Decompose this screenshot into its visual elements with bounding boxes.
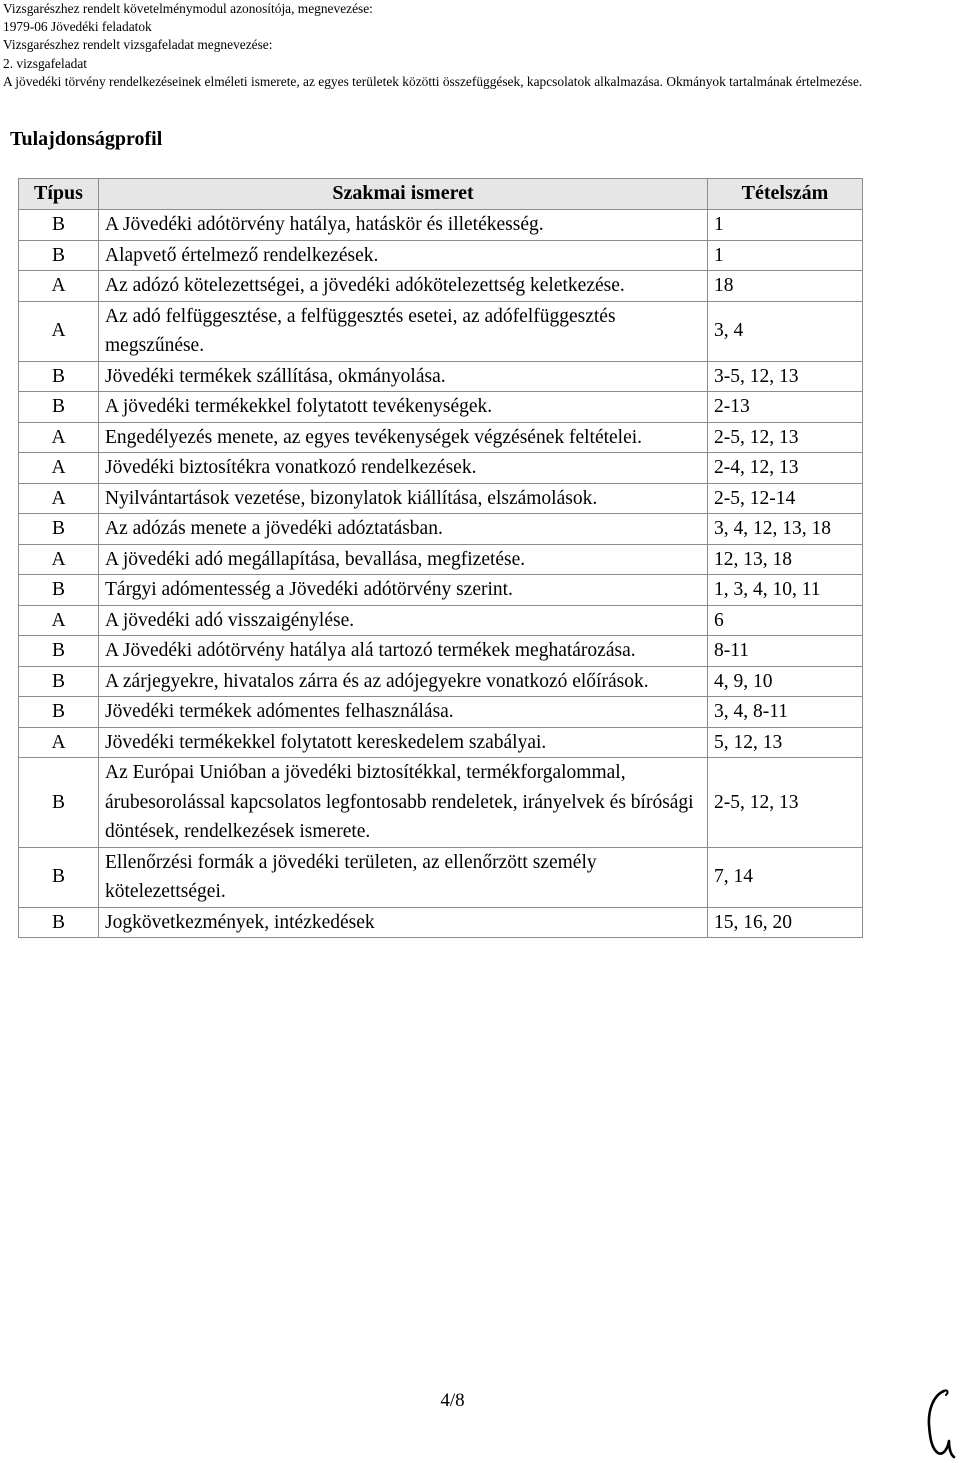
- row-knowledge-cell: Nyilvántartások vezetése, bizonylatok kiállítása, elszámolások.: [99, 483, 708, 514]
- table-row: [19, 422, 863, 453]
- table-row: [19, 666, 863, 697]
- row-item-number-cell: 12, 13, 18: [708, 544, 863, 575]
- table-row: [19, 453, 863, 484]
- property-profile-table: [18, 178, 863, 938]
- row-knowledge-cell: Tárgyi adómentesség a Jövedéki adótörvény szerint.: [99, 575, 708, 606]
- row-type-cell: A: [19, 727, 99, 758]
- row-type-cell: A: [19, 605, 99, 636]
- table-row: [19, 758, 863, 848]
- row-knowledge-cell: A jövedéki adó visszaigénylése.: [99, 605, 708, 636]
- row-knowledge-cell: A zárjegyekre, hivatalos zárra és az adójegyekre vonatkozó előírások.: [99, 666, 708, 697]
- row-item-number-cell: 8-11: [708, 636, 863, 667]
- row-item-number-cell: 1: [708, 210, 863, 241]
- row-type-cell: B: [19, 697, 99, 728]
- table-row: [19, 210, 863, 241]
- row-type-cell: B: [19, 758, 99, 848]
- row-knowledge-cell: Az Európai Unióban a jövedéki biztosítékkal, termékforgalommal, árubesorolással kapcsolatos legfontosabb rendeletek, irányelvek és bírósági döntések, rendelkezések ismerete.: [99, 758, 708, 848]
- row-item-number-cell: 2-5, 12, 13: [708, 758, 863, 848]
- header-task-description: A jövedéki törvény rendelkezéseinek elméleti ismerete, az egyes területek közötti összefüggések, kapcsolatok alkalmazása. Okmányok tartalmának értelmezése.: [3, 73, 863, 89]
- page-number: 4/8: [440, 1390, 465, 1411]
- row-knowledge-cell: Az adó felfüggesztése, a felfüggesztés esetei, az adófelfüggesztés megszűnése.: [99, 301, 708, 361]
- row-item-number-cell: 3, 4: [708, 301, 863, 361]
- header-module-name: 1979-06 Jövedéki feladatok: [3, 19, 152, 35]
- row-knowledge-cell: A Jövedéki adótörvény hatálya alá tartozó termékek meghatározása.: [99, 636, 708, 667]
- row-knowledge-cell: Az adózó kötelezettségei, a jövedéki adókötelezettség keletkezése.: [99, 271, 708, 302]
- row-type-cell: B: [19, 575, 99, 606]
- row-item-number-cell: 2-4, 12, 13: [708, 453, 863, 484]
- table-row: [19, 636, 863, 667]
- table-row: [19, 240, 863, 271]
- section-title: Tulajdonságprofil: [10, 128, 163, 150]
- row-type-cell: A: [19, 271, 99, 302]
- row-type-cell: A: [19, 483, 99, 514]
- table-row: [19, 392, 863, 423]
- row-item-number-cell: 1: [708, 240, 863, 271]
- row-knowledge-cell: Jogkövetkezmények, intézkedések: [99, 907, 708, 938]
- row-item-number-cell: 3, 4, 12, 13, 18: [708, 514, 863, 545]
- header-module-label: Vizsgarészhez rendelt követelménymodul azonosítója, megnevezése:: [3, 1, 373, 16]
- row-item-number-cell: 5, 12, 13: [708, 727, 863, 758]
- handwritten-signature-icon: [922, 1385, 956, 1460]
- row-type-cell: B: [19, 847, 99, 907]
- table-row: [19, 847, 863, 907]
- row-knowledge-cell: Az adózás menete a jövedéki adóztatásban.: [99, 514, 708, 545]
- row-knowledge-cell: Jövedéki biztosítékra vonatkozó rendelkezések.: [99, 453, 708, 484]
- row-knowledge-cell: Jövedéki termékekkel folytatott kereskedelem szabályai.: [99, 727, 708, 758]
- table-body: [19, 210, 863, 938]
- row-item-number-cell: 7, 14: [708, 847, 863, 907]
- row-knowledge-cell: A Jövedéki adótörvény hatálya, hatáskör és illetékesség.: [99, 210, 708, 241]
- table-row: [19, 907, 863, 938]
- table-row: [19, 544, 863, 575]
- row-item-number-cell: 15, 16, 20: [708, 907, 863, 938]
- row-type-cell: B: [19, 666, 99, 697]
- table-header-row: [19, 179, 863, 210]
- header-task-number: 2. vizsgafeladat: [3, 55, 88, 71]
- row-item-number-cell: 18: [708, 271, 863, 302]
- table-row: [19, 361, 863, 392]
- row-knowledge-cell: Ellenőrzési formák a jövedéki területen, az ellenőrzött személy kötelezettségei.: [99, 847, 708, 907]
- header-task-label: Vizsgarészhez rendelt vizsgafeladat megnevezése:: [3, 37, 273, 53]
- row-knowledge-cell: Alapvető értelmező rendelkezések.: [99, 240, 708, 271]
- row-type-cell: A: [19, 301, 99, 361]
- table-row: [19, 271, 863, 302]
- row-knowledge-cell: Engedélyezés menete, az egyes tevékenységek végzésének feltételei.: [99, 422, 708, 453]
- row-type-cell: B: [19, 636, 99, 667]
- column-header-type: Típus: [19, 179, 99, 210]
- row-type-cell: B: [19, 240, 99, 271]
- row-item-number-cell: 1, 3, 4, 10, 11: [708, 575, 863, 606]
- row-item-number-cell: 2-13: [708, 392, 863, 423]
- table-row: [19, 605, 863, 636]
- row-type-cell: B: [19, 210, 99, 241]
- row-knowledge-cell: Jövedéki termékek adómentes felhasználása.: [99, 697, 708, 728]
- row-item-number-cell: 3-5, 12, 13: [708, 361, 863, 392]
- row-item-number-cell: 4, 9, 10: [708, 666, 863, 697]
- table-row: [19, 697, 863, 728]
- table-row: [19, 727, 863, 758]
- table-row: [19, 483, 863, 514]
- table-row: [19, 575, 863, 606]
- column-header-knowledge: Szakmai ismeret: [99, 179, 708, 210]
- table-row: [19, 514, 863, 545]
- row-type-cell: B: [19, 392, 99, 423]
- row-type-cell: A: [19, 422, 99, 453]
- row-item-number-cell: 6: [708, 605, 863, 636]
- row-type-cell: B: [19, 907, 99, 938]
- column-header-item-number: Tételszám: [708, 179, 863, 210]
- row-type-cell: B: [19, 514, 99, 545]
- table-row: [19, 301, 863, 361]
- row-knowledge-cell: A jövedéki termékekkel folytatott tevékenységek.: [99, 392, 708, 423]
- row-type-cell: A: [19, 453, 99, 484]
- row-item-number-cell: 2-5, 12, 13: [708, 422, 863, 453]
- document-header: [3, 0, 953, 91]
- row-item-number-cell: 3, 4, 8-11: [708, 697, 863, 728]
- row-knowledge-cell: Jövedéki termékek szállítása, okmányolása.: [99, 361, 708, 392]
- row-type-cell: A: [19, 544, 99, 575]
- row-type-cell: B: [19, 361, 99, 392]
- row-item-number-cell: 2-5, 12-14: [708, 483, 863, 514]
- row-knowledge-cell: A jövedéki adó megállapítása, bevallása, megfizetése.: [99, 544, 708, 575]
